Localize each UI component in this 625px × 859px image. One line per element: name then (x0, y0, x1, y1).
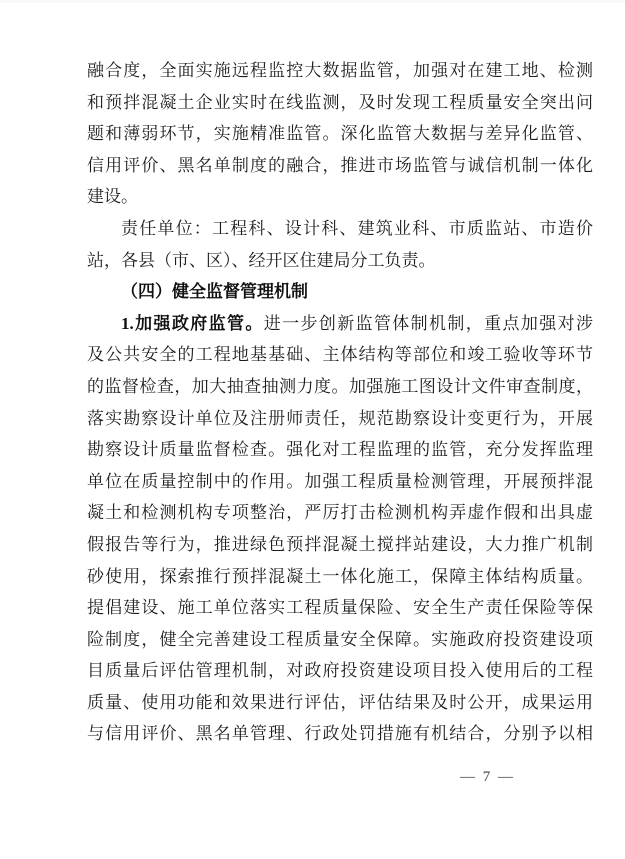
document-line: 与信用评价、黑名单管理、行政处罚措施有机结合，分别予以相 (87, 724, 593, 744)
document-line: 建设。 (87, 187, 138, 207)
document-line: 勘察设计质量监督检查。强化对工程监理的监管，充分发挥监理 (87, 440, 593, 460)
document-line: 信用评价、黑名单制度的融合，推进市场监管与诚信机制一体化 (87, 155, 593, 175)
paragraph-lead: 1.加强政府监管。 (121, 313, 264, 333)
page-number: — 7 — (460, 769, 515, 785)
document-line: 1.加强政府监管。进一步创新监管体制机制，重点加强对涉 (121, 313, 594, 333)
document-line: 责任单位：工程科、设计科、建筑业科、市质监站、市造价 (121, 218, 593, 238)
document-line: 目质量后评估管理机制，对政府投资建设项目投入使用后的工程 (87, 661, 593, 681)
document-line: 险制度，健全完善建设工程质量安全保障。实施政府投资建设项 (87, 629, 593, 649)
document-line: 及公共安全的工程地基基础、主体结构等部位和竣工验收等环节 (87, 345, 593, 365)
page-top-edge (0, 0, 625, 3)
document-line: 站，各县（市、区）、经开区住建局分工负责。 (87, 250, 436, 270)
document-line: 的监督检查，加大抽查抽测力度。加强施工图设计文件审查制度， (87, 376, 593, 396)
document-line: 凝土和检测机构专项整治，严厉打击检测机构弄虚作假和出具虚 (87, 503, 593, 523)
document-line: 单位在质量控制中的作用。加强工程质量检测管理，开展预拌混 (87, 471, 593, 491)
document-line: 假报告等行为，推进绿色预拌混凝土搅拌站建设，大力推广机制 (87, 534, 593, 554)
document-line: 和预拌混凝土企业实时在线监测，及时发现工程质量安全突出问 (87, 92, 593, 112)
document-line: 质量、使用功能和效果进行评估，评估结果及时公开，成果运用 (87, 692, 593, 712)
document-line: 题和薄弱环节，实施精准监管。深化监管大数据与差异化监管、 (87, 124, 593, 144)
document-line: 落实勘察设计单位及注册师责任，规范勘察设计变更行为，开展 (87, 408, 593, 428)
document-line: （四）健全监督管理机制 (121, 282, 308, 302)
document-line: 融合度，全面实施远程监控大数据监管，加强对在建工地、检测 (87, 61, 593, 80)
document-line: 提倡建设、施工单位落实工程质量保险、安全生产责任保险等保 (87, 598, 593, 618)
document-line: 砂使用，探索推行预拌混凝土一体化施工，保障主体结构质量。 (87, 566, 593, 586)
document-body (87, 55, 593, 750)
